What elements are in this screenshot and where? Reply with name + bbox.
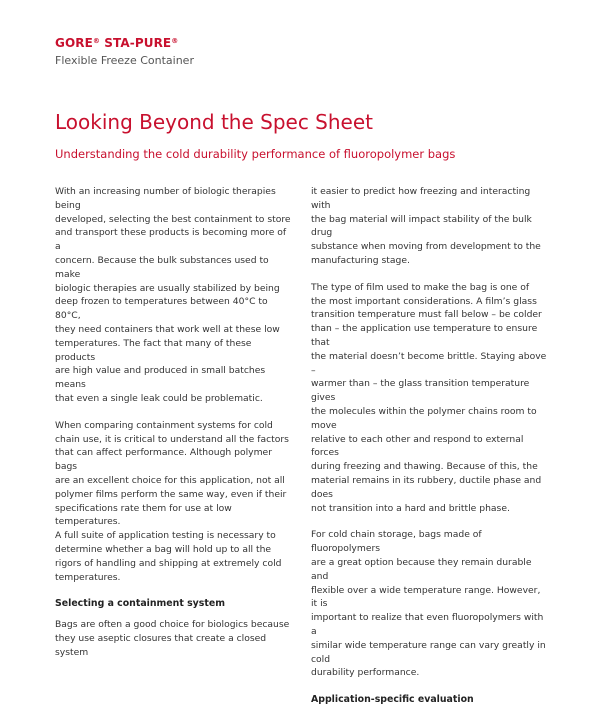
left-paragraph-2: When comparing containment systems for cold chain use, it is critical to understand all the factors that can affect performance. Although polymer bags are an excellent choice for this application, not all polymer films perform the same way, even if their specifications rate them for use at low temperatures. A full suite of application testing is necessary to determine whether a bag will hold up to all the rigors of handling and shipping at extremely cold temperatures. [55, 419, 289, 583]
brand-registered-mark: ® [92, 37, 100, 45]
article-subtitle: Understanding the cold durability performance of fluoropolymer bags [55, 147, 456, 161]
brand-product-registered-mark: ® [171, 37, 179, 45]
right-paragraph-3: For cold chain storage, bags made of fluoropolymers are a great option because they remain durable and flexible over a wide temperature range. However, it is important to realize that even fluoropolymers with a similar wide temperature range can vary greatly in cold durability performance. [311, 529, 546, 679]
brand-name [55, 36, 178, 50]
right-column [311, 185, 549, 714]
right-paragraph-2: The type of film used to make the bag is one of the most important considerations. A film’s glass transition temperature must fall below – be colder than – the application use temperature to ensure that the material doesn’t become brittle. Staying above – warmer than – the glass transition temperature gives the molecules within the polymer chains room to move relative to each other and respond to external forces during freezing and thawing. Because of this, the material remains in its rubbery, ductile phase and does not transition into a hard and brittle phase. [311, 281, 547, 514]
left-column [55, 185, 293, 673]
section-heading-containment: Selecting a containment system [55, 598, 225, 610]
article-title: Looking Beyond the Spec Sheet [55, 110, 374, 134]
brand-gore: GORE [55, 36, 93, 50]
brand-product-name: STA-PURE [100, 36, 172, 50]
left-paragraph-3: Bags are often a good choice for biologics because they use aseptic closures that create a closed system [55, 619, 290, 658]
right-paragraph-1: it easier to predict how freezing and interacting with the bag material will impact stability of the bulk drug substance when moving from development to the manufacturing stage. [311, 186, 541, 266]
section-heading-evaluation: Application-specific evaluation [311, 694, 474, 706]
left-paragraph-1: With an increasing number of biologic therapies being developed, selecting the best containment to store and transport these products is becoming more of a concern. Because the bulk substances used to make biologic therapies are usually stabilized by being deep frozen to temperatures between 40°C to 80°C, they need containers that work well at these low temperatures. The fact that many of these products are high value and produced in small batches means that even a single leak could be problematic. [55, 186, 291, 404]
product-subtitle: Flexible Freeze Container [55, 54, 194, 67]
